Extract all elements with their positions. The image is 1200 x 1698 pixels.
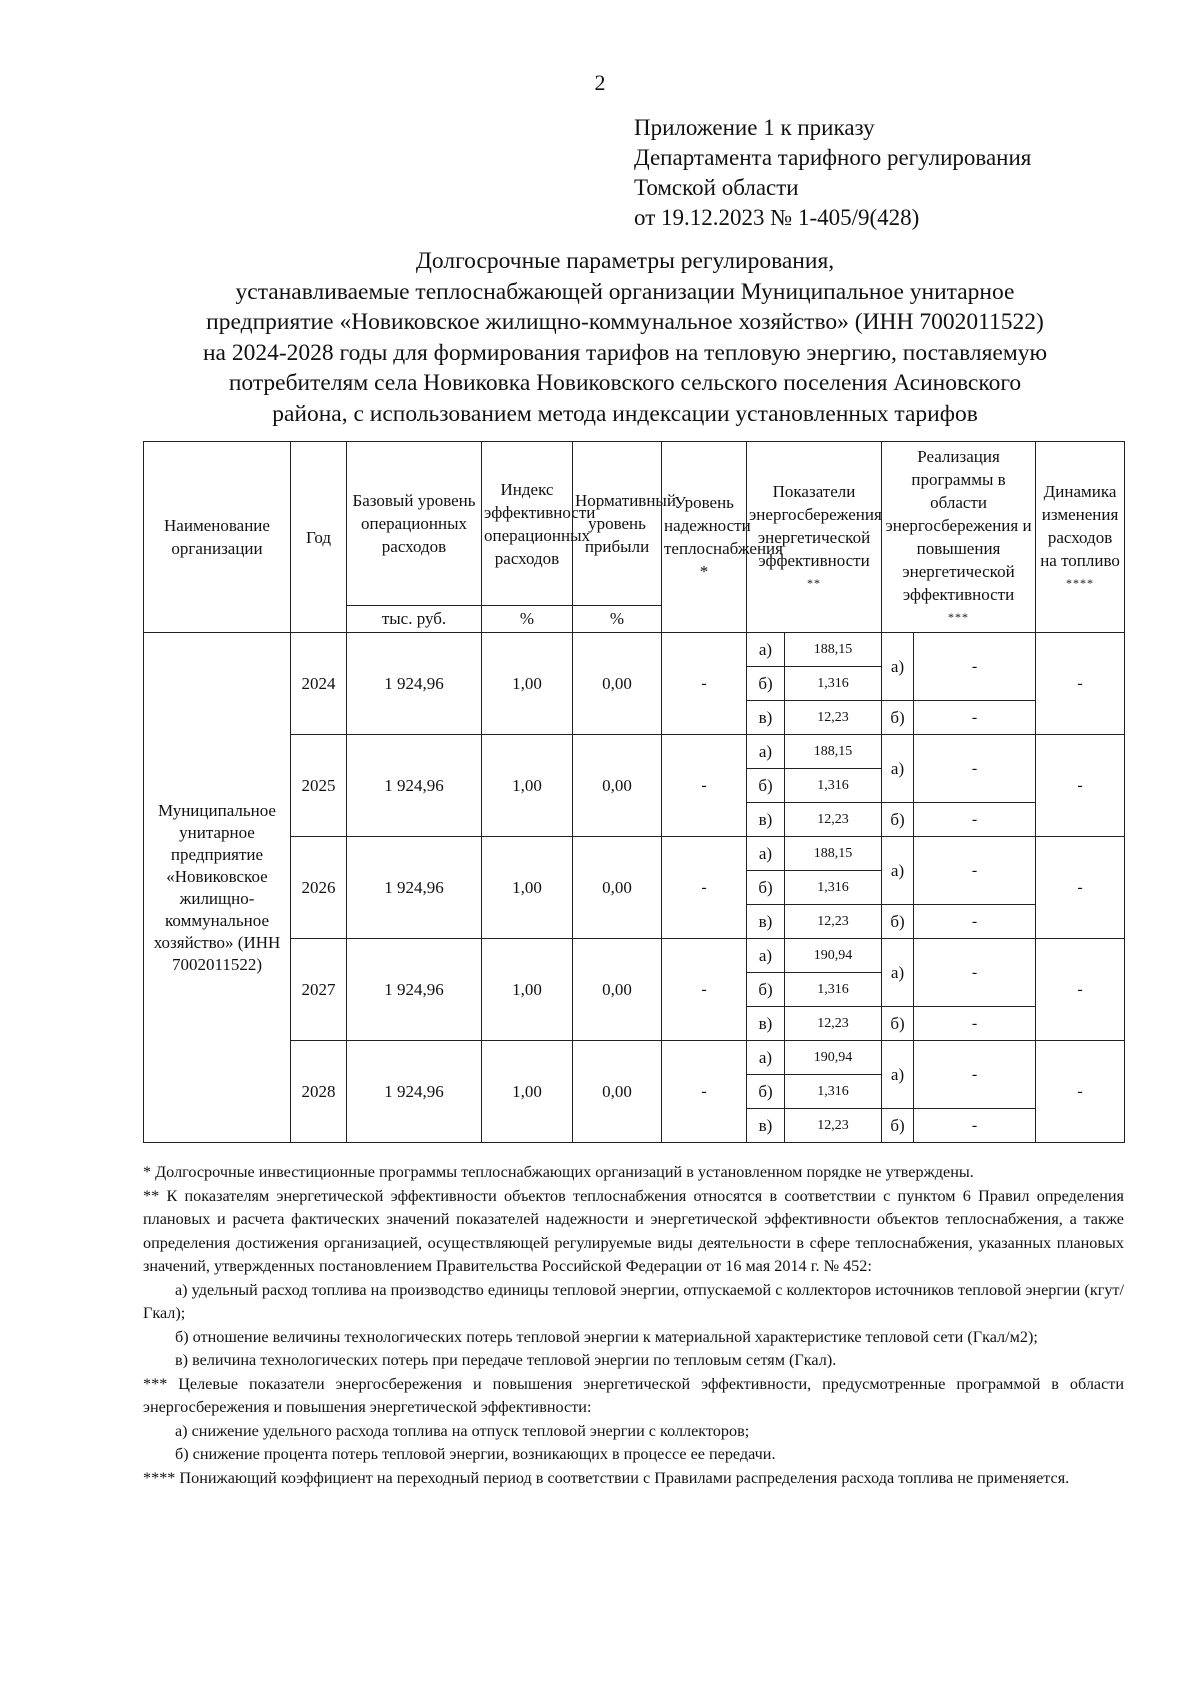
cell-profit: 0,00 <box>573 837 662 939</box>
energy-value-b: 1,316 <box>785 871 882 905</box>
program-letter-b: б) <box>882 1007 914 1041</box>
regulation-parameters-table <box>143 441 1125 1143</box>
cell-base: 1 924,96 <box>347 939 482 1041</box>
appendix-line: Приложение 1 к приказу <box>634 115 875 140</box>
header-energy-stars: ** <box>807 575 821 590</box>
footnote: *** Целевые показатели энергосбережения и повышения энергетической эффективности, предусмотренные программой в области энергосбережения и повышения энергетической эффективности: <box>143 1374 1124 1416</box>
cell-reliability: - <box>662 633 747 735</box>
footnote-item: б) снижение процента потерь тепловой энергии, возникающих в процессе ее передачи. <box>175 1445 776 1463</box>
energy-value-c: 12,23 <box>785 803 882 837</box>
header-fuel-text: Динамика изменения расходов на топливо <box>1040 481 1120 570</box>
energy-value-b: 1,316 <box>785 1075 882 1109</box>
header-program-text: Реализация программы в области энергосбережения и повышения энергетической эффективности <box>885 447 1032 604</box>
unit-base: тыс. руб. <box>347 606 482 633</box>
document-title <box>130 246 1120 429</box>
header-year: Год <box>291 442 347 633</box>
footnote-item: б) отношение величины технологических потерь тепловой энергии к материальной характеристике тепловой сети (Гкал/м2); <box>175 1327 1038 1346</box>
footnote: * Долгосрочные инвестиционные программы теплоснабжающих организаций в установленном порядке не утверждены. <box>143 1163 974 1181</box>
footnote-item: а) снижение удельного расхода топлива на отпуск тепловой энергии с коллекторов; <box>175 1421 750 1440</box>
cell-fuel: - <box>1036 1041 1125 1143</box>
cell-base: 1 924,96 <box>347 837 482 939</box>
energy-letter-c: в) <box>747 701 785 735</box>
cell-fuel: - <box>1036 939 1125 1041</box>
cell-base: 1 924,96 <box>347 633 482 735</box>
cell-profit: 0,00 <box>573 633 662 735</box>
unit-index: % <box>482 606 573 633</box>
energy-letter-a: а) <box>747 1041 785 1075</box>
energy-letter-b: б) <box>747 667 785 701</box>
program-letter-b: б) <box>882 1109 914 1143</box>
header-program-stars: *** <box>948 610 970 624</box>
cell-index: 1,00 <box>482 1041 573 1143</box>
header-program <box>882 442 1036 633</box>
appendix-block <box>634 113 1031 233</box>
energy-letter-c: в) <box>747 1007 785 1041</box>
energy-value-a: 188,15 <box>785 837 882 871</box>
appendix-line: Департамента тарифного регулирования <box>634 145 1032 170</box>
program-letter-b: б) <box>882 803 914 837</box>
cell-year: 2024 <box>291 633 347 735</box>
energy-value-a: 188,15 <box>785 633 882 667</box>
program-letter-a: а) <box>882 633 914 701</box>
table-row <box>144 837 1125 871</box>
cell-year: 2026 <box>291 837 347 939</box>
cell-fuel: - <box>1036 735 1125 837</box>
energy-value-c: 12,23 <box>785 1007 882 1041</box>
cell-profit: 0,00 <box>573 939 662 1041</box>
energy-value-b: 1,316 <box>785 769 882 803</box>
energy-value-b: 1,316 <box>785 973 882 1007</box>
table-row <box>144 939 1125 973</box>
cell-base: 1 924,96 <box>347 735 482 837</box>
title-line: Долгосрочные параметры регулирования, <box>415 248 835 274</box>
title-line: на 2024-2028 годы для формирования тарифов на тепловую энергию, поставляемую <box>202 339 1048 366</box>
cell-year: 2025 <box>291 735 347 837</box>
energy-value-c: 12,23 <box>785 905 882 939</box>
appendix-line: Томской области <box>634 175 799 200</box>
energy-letter-b: б) <box>747 871 785 905</box>
header-org: Наименование организации <box>144 442 291 633</box>
energy-letter-b: б) <box>747 1075 785 1109</box>
program-letter-a: а) <box>882 939 914 1007</box>
program-letter-a: а) <box>882 837 914 905</box>
footnote: ** К показателям энергетической эффективности объектов теплоснабжения относятся в соответствии с пунктом 6 Правил определения плановых и расчета фактических значений показателей надежности и энергетической эффективности объектов теплоснабжения, а также определения достижения организацией, осуществляющей регулируемые виды деятельности в сфере теплоснабжения, указанных плановых значений, утвержденных постановлением Правительства Российской Федерации от 16 мая 2014 г. № 452: <box>143 1186 1124 1275</box>
header-base: Базовый уровень операционных расходов <box>347 442 482 606</box>
energy-letter-c: в) <box>747 803 785 837</box>
program-letter-a: а) <box>882 1041 914 1109</box>
header-profit: Нормативный уровень прибыли <box>573 442 662 606</box>
header-energy <box>747 442 882 633</box>
energy-value-b: 1,316 <box>785 667 882 701</box>
program-value-a: - <box>914 633 1036 701</box>
header-fuel <box>1036 442 1125 633</box>
program-value-b: - <box>914 905 1036 939</box>
title-line: района, с использованием метода индексации установленных тарифов <box>272 400 978 427</box>
program-value-a: - <box>914 837 1036 905</box>
program-letter-b: б) <box>882 905 914 939</box>
energy-letter-a: а) <box>747 633 785 667</box>
program-value-b: - <box>914 1007 1036 1041</box>
energy-letter-b: б) <box>747 973 785 1007</box>
program-value-a: - <box>914 1041 1036 1109</box>
energy-letter-b: б) <box>747 769 785 803</box>
energy-letter-c: в) <box>747 1109 785 1143</box>
program-value-a: - <box>914 735 1036 803</box>
table-row <box>144 1041 1125 1075</box>
energy-letter-a: а) <box>747 939 785 973</box>
cell-base: 1 924,96 <box>347 1041 482 1143</box>
cell-reliability: - <box>662 1041 747 1143</box>
program-value-a: - <box>914 939 1036 1007</box>
cell-fuel: - <box>1036 633 1125 735</box>
energy-letter-a: а) <box>747 735 785 769</box>
footnote-item: а) удельный расход топлива на производство единицы тепловой энергии, отпускаемой с коллекторов источников тепловой энергии (кгут/Гкал); <box>143 1280 1124 1322</box>
program-value-b: - <box>914 701 1036 735</box>
footnote: **** Понижающий коэффициент на переходный период в соответствии с Правилами распределения расхода топлива не применяется. <box>143 1468 1070 1487</box>
header-index: Индекс эффективности операционных расходов <box>482 442 573 606</box>
table-row <box>144 735 1125 769</box>
title-line: устанавливаемые теплоснабжающей организации Муниципальное унитарное <box>235 278 1015 305</box>
footnotes <box>143 1161 1124 1490</box>
energy-value-a: 190,94 <box>785 1041 882 1075</box>
program-value-b: - <box>914 803 1036 837</box>
organization-name: Муниципальное унитарное предприятие «Новиковское жилищно-коммунальное хозяйство» (ИНН 7002011522) <box>144 633 291 1143</box>
cell-year: 2028 <box>291 1041 347 1143</box>
energy-value-a: 190,94 <box>785 939 882 973</box>
energy-value-c: 12,23 <box>785 701 882 735</box>
program-value-b: - <box>914 1109 1036 1143</box>
cell-index: 1,00 <box>482 837 573 939</box>
program-letter-b: б) <box>882 701 914 735</box>
energy-value-c: 12,23 <box>785 1109 882 1143</box>
cell-reliability: - <box>662 939 747 1041</box>
title-line: предприятие «Новиковское жилищно-коммунальное хозяйство» (ИНН 7002011522) <box>206 309 1044 335</box>
energy-value-a: 188,15 <box>785 735 882 769</box>
cell-fuel: - <box>1036 837 1125 939</box>
cell-profit: 0,00 <box>573 1041 662 1143</box>
title-line: потребителям села Новиковка Новиковского сельского поселения Асиновского <box>228 370 1022 396</box>
cell-year: 2027 <box>291 939 347 1041</box>
footnote-item: в) величина технологических потерь при передаче тепловой энергии по тепловым сетям (Гкал). <box>175 1351 837 1369</box>
page-number: 2 <box>594 70 606 95</box>
cell-index: 1,00 <box>482 939 573 1041</box>
program-letter-a: а) <box>882 735 914 803</box>
energy-letter-c: в) <box>747 905 785 939</box>
unit-profit: % <box>573 606 662 633</box>
cell-profit: 0,00 <box>573 735 662 837</box>
cell-index: 1,00 <box>482 633 573 735</box>
cell-reliability: - <box>662 837 747 939</box>
header-energy-text: Показатели энергосбережения энергетической эффективности <box>749 481 882 570</box>
header-fuel-stars: **** <box>1066 575 1095 590</box>
table-row <box>144 633 1125 667</box>
energy-letter-a: а) <box>747 837 785 871</box>
cell-index: 1,00 <box>482 735 573 837</box>
header-reliability: Уровень надежности теплоснабжения * <box>662 442 747 633</box>
cell-reliability: - <box>662 735 747 837</box>
appendix-line: от 19.12.2023 № 1-405/9(428) <box>634 205 920 230</box>
